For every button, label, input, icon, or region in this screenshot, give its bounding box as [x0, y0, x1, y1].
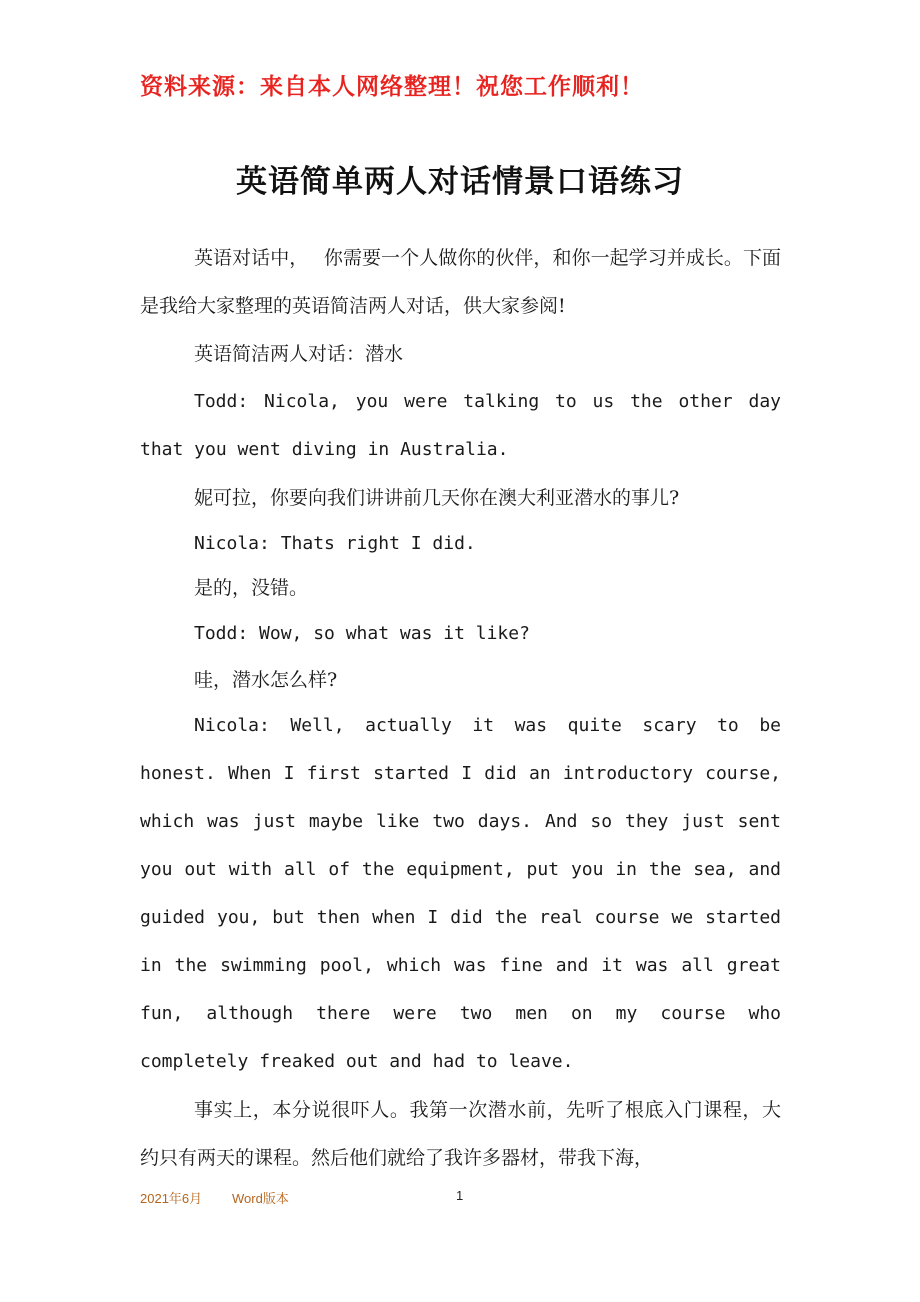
dialogue-line-zh: 哇，潜水怎么样?	[194, 669, 338, 691]
footer-version: Word版本	[232, 1191, 289, 1206]
source-banner: 资料来源：来自本人网络整理！祝您工作顺利！	[140, 74, 644, 100]
page-number: 1	[456, 1188, 464, 1203]
page-footer	[140, 1188, 780, 1208]
dialogue-line-en: Todd: Wow, so what was it like?	[194, 623, 530, 644]
document-body	[140, 234, 781, 1182]
intro-paragraph: 英语对话中， 你需要一个人做你的伙伴，和你一起学习并成长。下面是我给大家整理的英语简洁两人对话，供大家参阅!	[140, 247, 781, 317]
dialogue-line-zh: 妮可拉，你要向我们讲讲前几天你在澳大利亚潜水的事儿?	[194, 487, 680, 509]
dialogue-line-en: Todd: Nicola, you were talking to us the other day that you went diving in Australia.	[140, 391, 781, 460]
document-title: 英语简单两人对话情景口语练习	[236, 164, 684, 200]
dialogue-line-en: Nicola: Thats right I did.	[194, 533, 476, 554]
footer-date: 2021年6月	[140, 1191, 203, 1206]
dialogue-line-zh: 是的，没错。	[194, 577, 309, 599]
dialogue-line-en: Nicola: Well, actually it was quite scary to be honest. When I first started I did an introductory course, which was just maybe like two days. And so they just sent you out with all of the equipment, put you in the sea, and guided you, but then when I did the real course we started in the swimming pool, which was fine and it was all great fun, although there were two men on my course who completely freaked out and had to leave.	[140, 715, 781, 1072]
section-heading: 英语简洁两人对话：潜水	[194, 343, 404, 365]
dialogue-line-zh: 事实上，本分说很吓人。我第一次潜水前，先听了根底入门课程，大约只有两天的课程。然后他们就给了我许多器材，带我下海，	[140, 1099, 781, 1169]
